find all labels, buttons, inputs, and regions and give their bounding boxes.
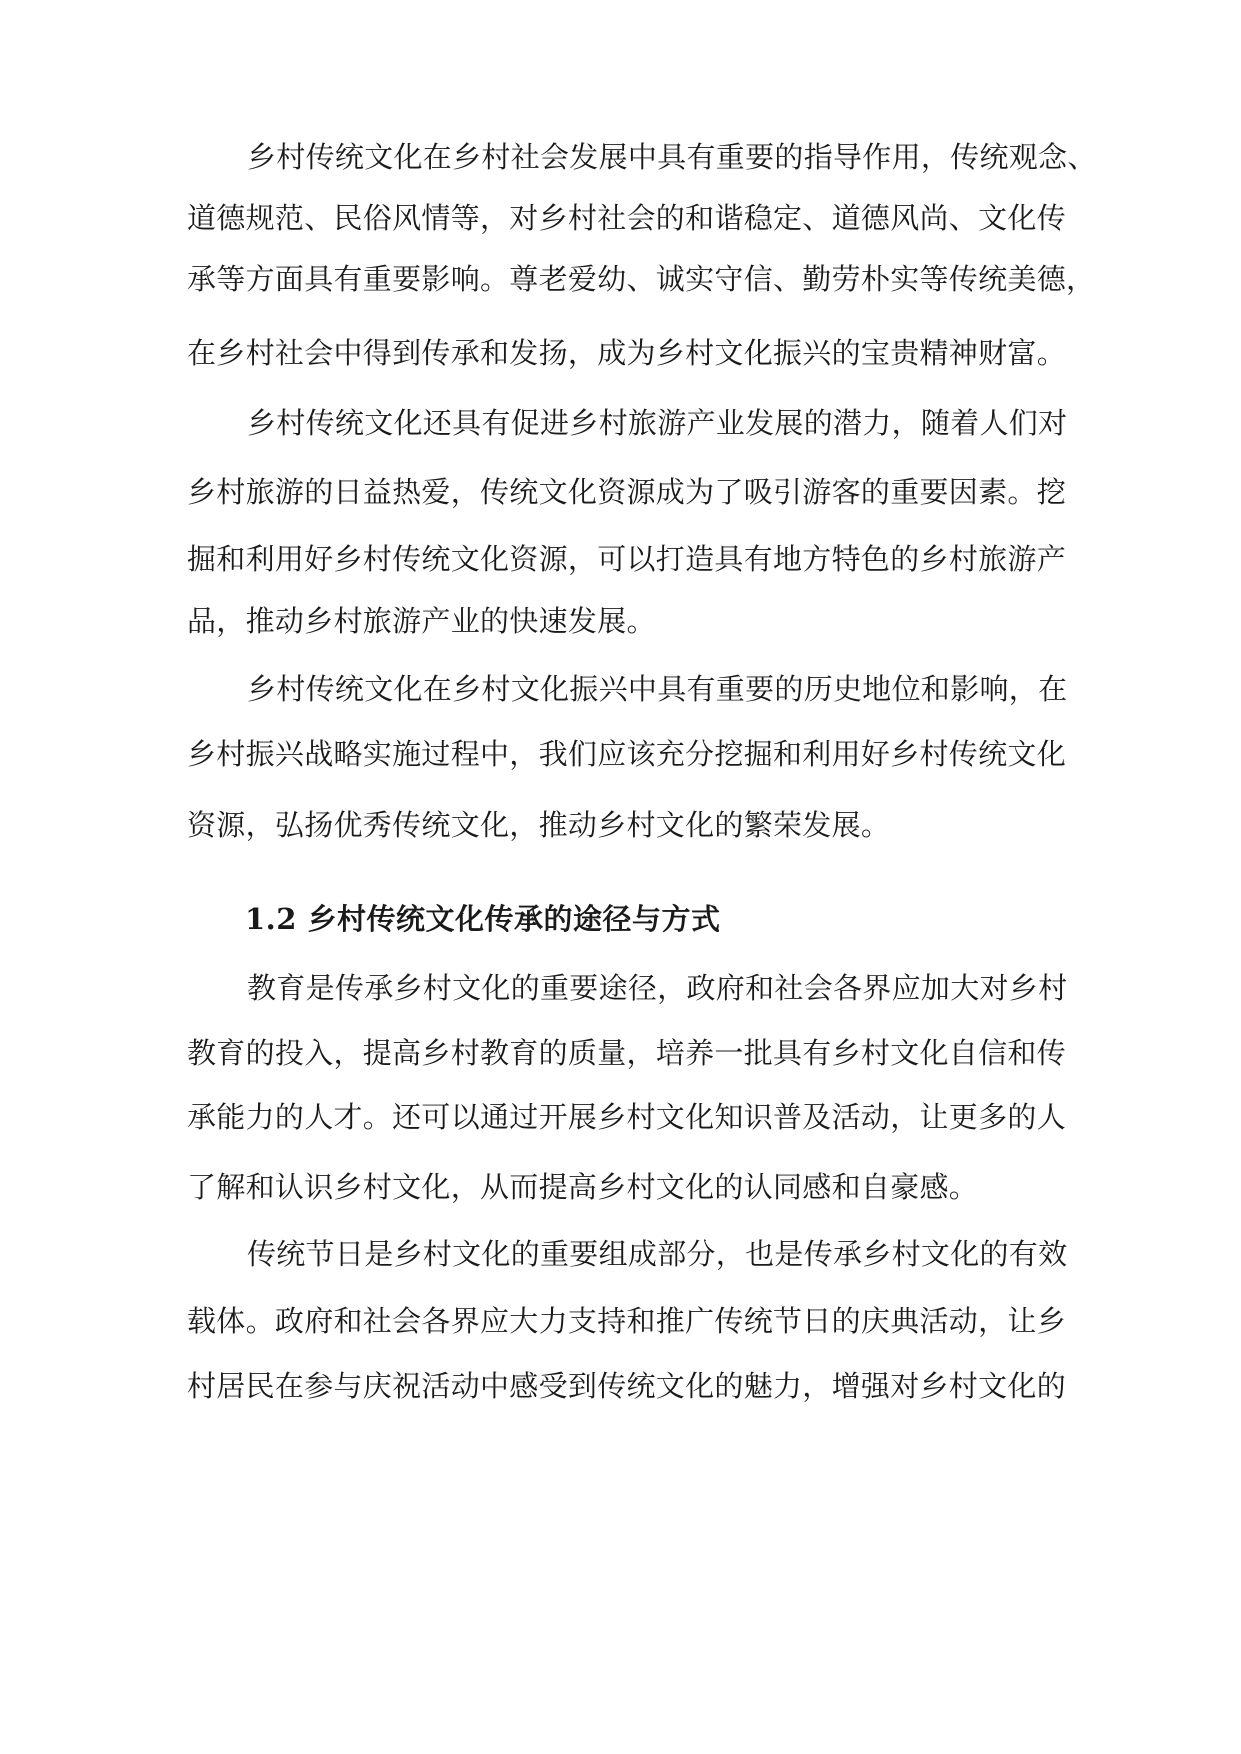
section-paragraph-1-line-1: 教育是传承乡村文化的重要途径，政府和社会各界应加大对乡村 [247,971,1068,1005]
section-paragraph-1-line-3: 承能力的人才。还可以通过开展乡村文化知识普及活动，让更多的人 [187,1100,1067,1134]
paragraph-2-line-2: 乡村旅游的日益热爱，传统文化资源成为了吸引游客的重要因素。挖 [187,475,1067,509]
paragraph-1-line-4: 在乡村社会中得到传承和发扬，成为乡村文化振兴的宝贵精神财富。 [187,336,1067,370]
paragraph-2-line-3: 掘和利用好乡村传统文化资源，可以打造具有地方特色的乡村旅游产 [187,542,1067,576]
section-paragraph-2-line-2: 载体。政府和社会各界应大力支持和推广传统节日的庆典活动，让乡 [187,1304,1067,1338]
paragraph-2-line-4: 品，推动乡村旅游产业的快速发展。 [187,604,656,638]
paragraph-3-line-3: 资源，弘扬优秀传统文化，推动乡村文化的繁荣发展。 [187,808,891,842]
paragraph-3-line-2: 乡村振兴战略实施过程中，我们应该充分挖掘和利用好乡村传统文化 [187,737,1067,771]
section-paragraph-2-line-1: 传统节日是乡村文化的重要组成部分，也是传承乡村文化的有效 [247,1237,1068,1271]
paragraph-2-line-1: 乡村传统文化还具有促进乡村旅游产业发展的潜力，随着人们对 [247,406,1068,440]
paragraph-1-line-3: 承等方面具有重要影响。尊老爱幼、诚实守信、勤劳朴实等传统美德， [187,262,1096,296]
paragraph-3-line-1: 乡村传统文化在乡村文化振兴中具有重要的历史地位和影响，在 [247,672,1068,706]
section-paragraph-2-line-3: 村居民在参与庆祝活动中感受到传统文化的魅力，增强对乡村文化的 [187,1369,1067,1403]
section-paragraph-1-line-2: 教育的投入，提高乡村教育的质量，培养一批具有乡村文化自信和传 [187,1036,1067,1070]
paragraph-1-line-2: 道德规范、民俗风情等，对乡村社会的和谐稳定、道德风尚、文化传 [187,201,1067,235]
section-paragraph-1-line-4: 了解和认识乡村文化，从而提高乡村文化的认同感和自豪感。 [187,1170,979,1204]
section-heading: 1.2 乡村传统文化传承的途径与方式 [245,902,721,936]
paragraph-1-line-1: 乡村传统文化在乡村社会发展中具有重要的指导作用，传统观念、 [247,140,1097,174]
